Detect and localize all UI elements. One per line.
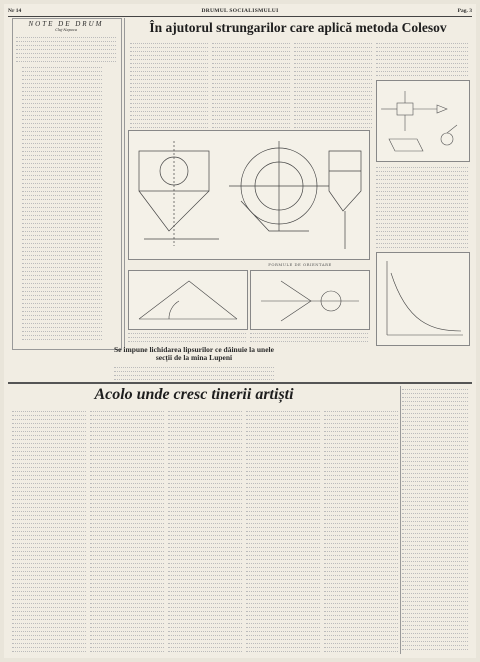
bottom-article-title: Acolo unde cresc tinerii artiști bbox=[94, 386, 294, 403]
section-divider bbox=[8, 382, 472, 384]
middle-article-title: Se impune lichidarea lipsurilor ce dăinuie la unele secții de la mina Lupeni bbox=[114, 345, 274, 362]
article-column-3 bbox=[294, 40, 372, 128]
article-column-4 bbox=[376, 40, 468, 76]
issue-number: Nr 14 bbox=[8, 8, 22, 14]
bottom-column-3 bbox=[168, 408, 242, 654]
bottom-column-5 bbox=[324, 408, 398, 654]
bottom-column-2 bbox=[90, 408, 164, 654]
notes-subtitle: Cluj-Napoca bbox=[55, 28, 77, 32]
tool-diagram bbox=[377, 81, 469, 161]
header-rule bbox=[8, 16, 472, 17]
bottom-column-rule bbox=[400, 386, 401, 654]
notes-intro-text bbox=[16, 34, 116, 62]
angle-diagram-2 bbox=[250, 270, 370, 330]
bottom-column-4 bbox=[246, 408, 320, 654]
article-column-1 bbox=[130, 40, 208, 128]
diagram-caption-2 bbox=[250, 330, 368, 342]
newspaper-page bbox=[4, 4, 476, 658]
main-headline: În ajutorul strungarilor care aplică metoda Colesov bbox=[149, 20, 447, 35]
angle-drawing-2 bbox=[251, 271, 369, 329]
diagram-caption-1 bbox=[128, 330, 246, 342]
notes-body-text bbox=[22, 64, 102, 340]
cutting-diagram-figure bbox=[128, 130, 370, 260]
column-rule bbox=[124, 18, 125, 348]
middle-article-text bbox=[114, 364, 274, 380]
notes-title: NOTE DE DRUM bbox=[28, 20, 104, 28]
curve-graph bbox=[377, 253, 469, 345]
page-header bbox=[8, 6, 472, 16]
bottom-column-6 bbox=[402, 386, 468, 654]
cutting-diagram bbox=[129, 131, 369, 259]
article-column-2 bbox=[212, 40, 290, 128]
figure-caption: FORMULE DE ORIENTARE bbox=[268, 262, 332, 267]
angle-diagram-1 bbox=[128, 270, 248, 330]
bottom-column-1 bbox=[12, 408, 86, 654]
article-column-4b bbox=[376, 164, 468, 248]
curve-graph-figure bbox=[376, 252, 470, 346]
page-number: Pag. 3 bbox=[457, 8, 472, 14]
newspaper-name: DRUMUL SOCIALISMULUI bbox=[201, 8, 279, 14]
tool-diagram-figure bbox=[376, 80, 470, 162]
angle-drawing-1 bbox=[129, 271, 247, 329]
